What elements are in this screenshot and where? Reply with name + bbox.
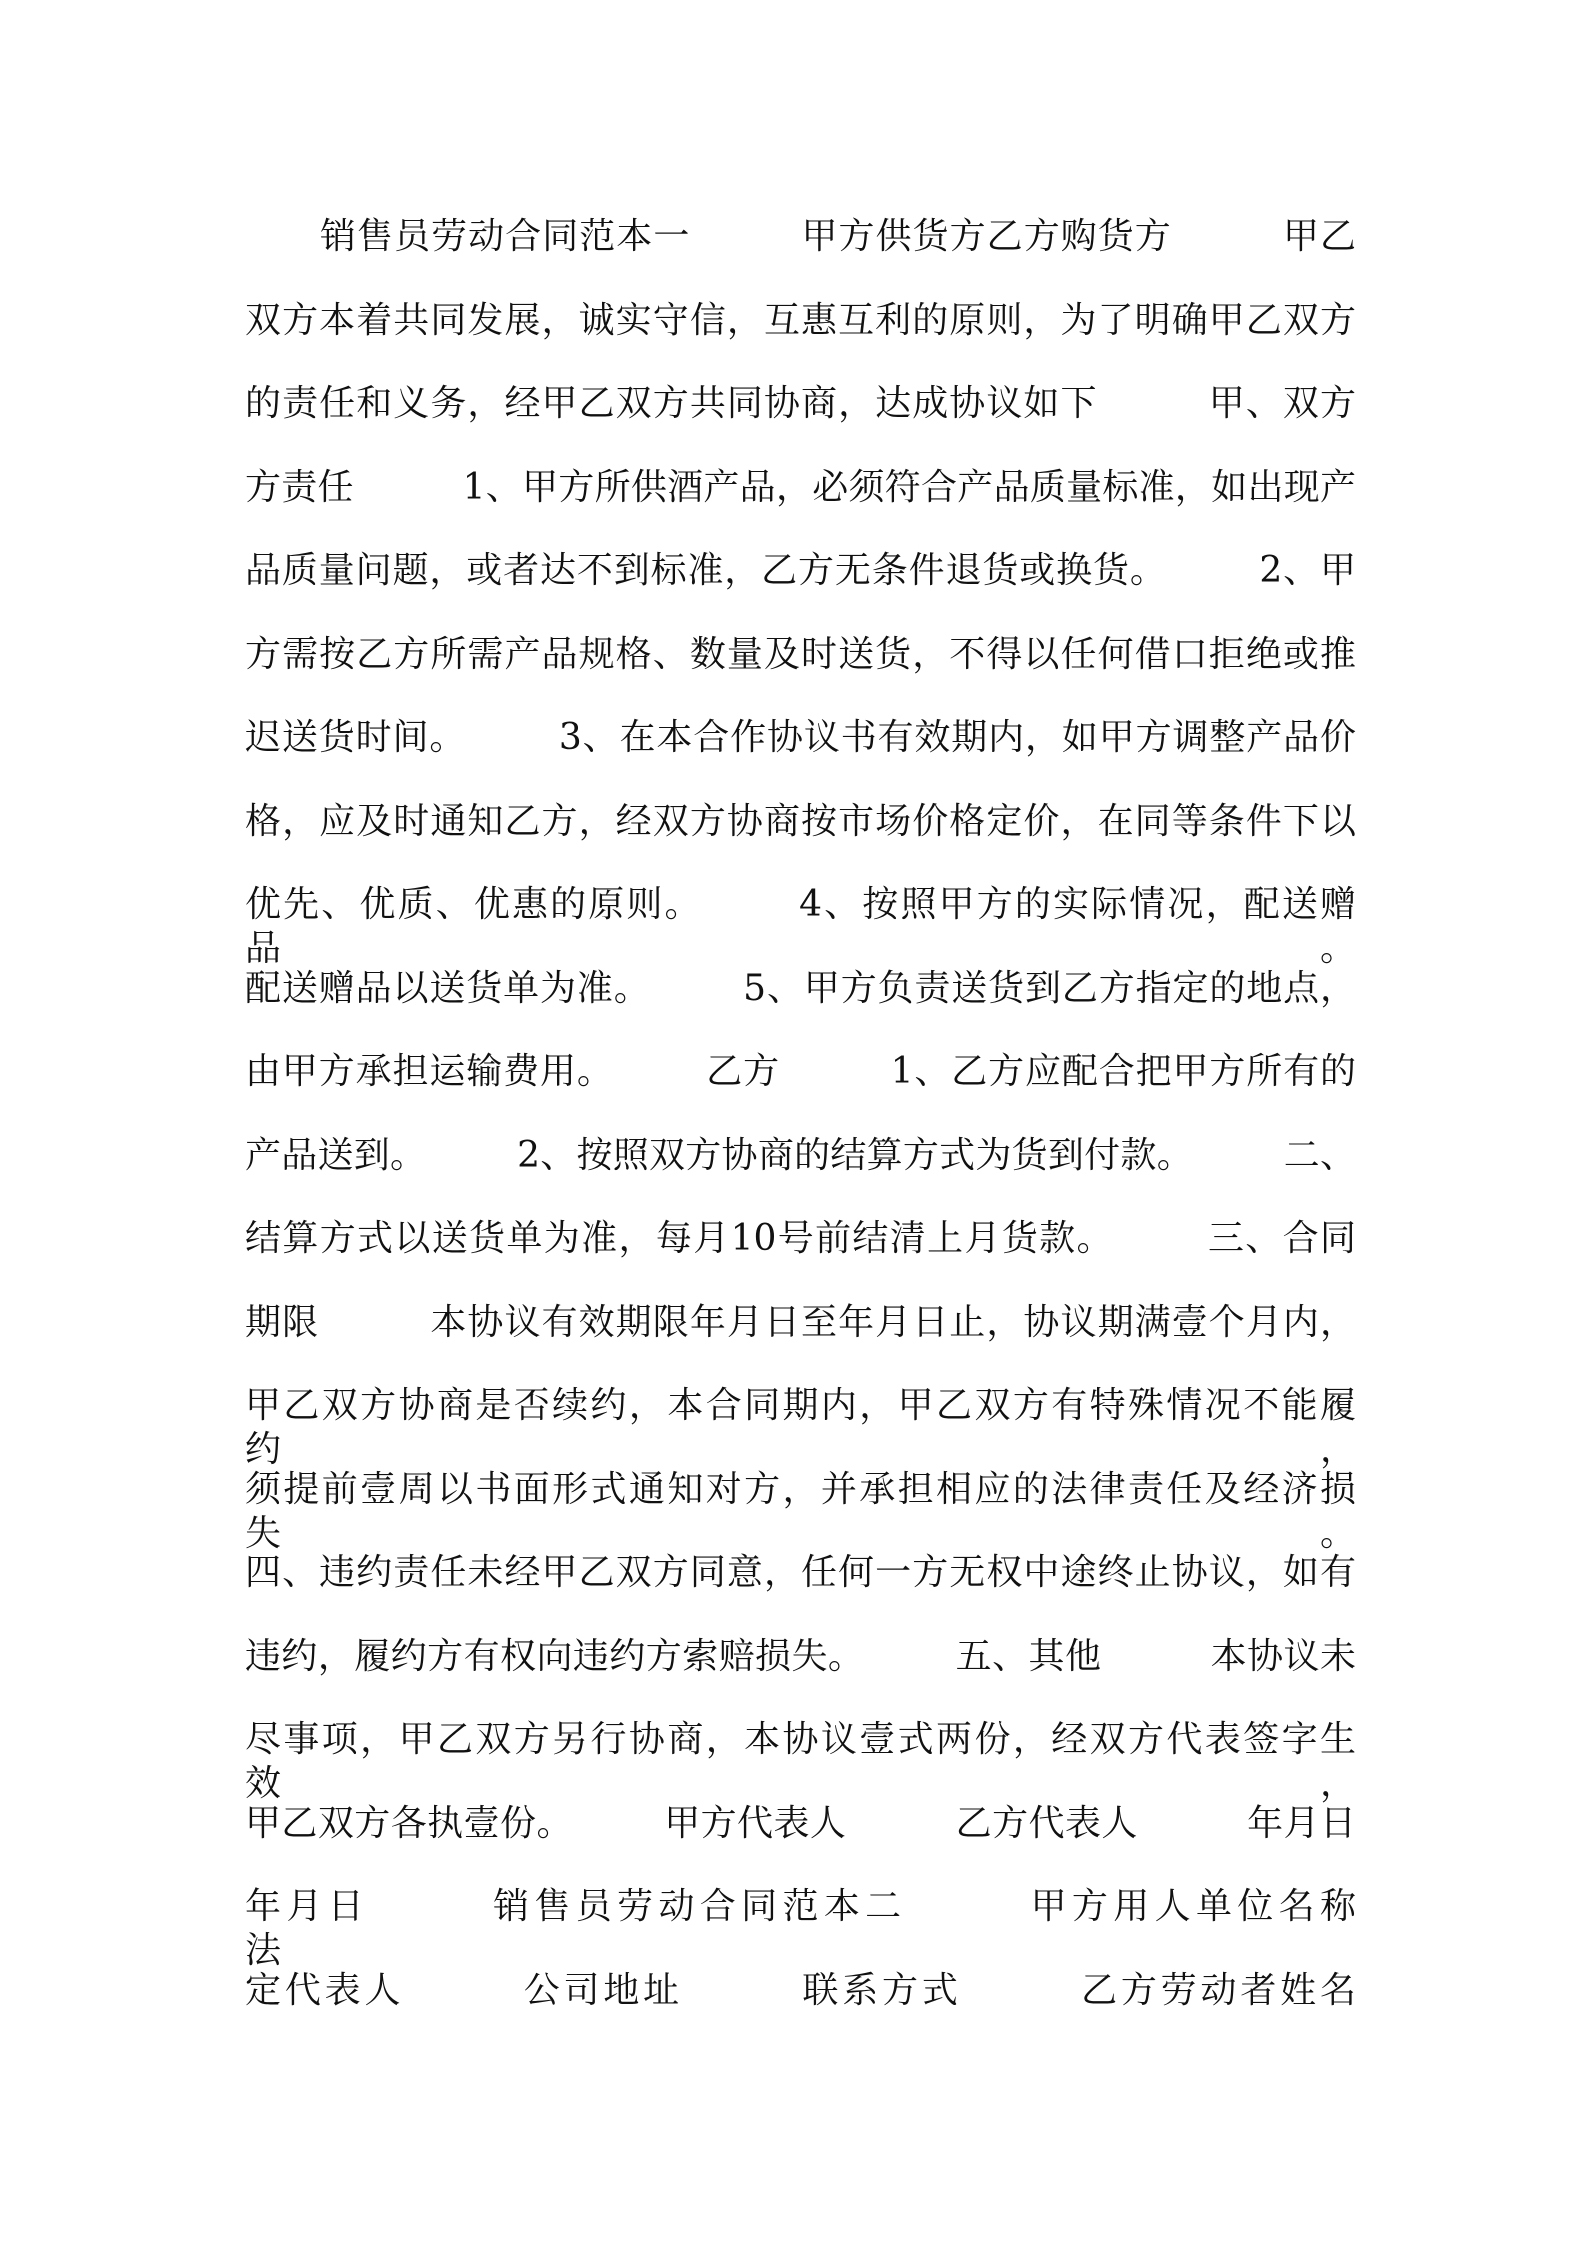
text-line: 甲乙双方协商是否续约，本合同期内，甲乙双方有特殊情况不能履约， bbox=[245, 1385, 1356, 1470]
text-line: 方责任 1、甲方所供酒产品，必须符合产品质量标准，如出现产 bbox=[245, 466, 1356, 508]
text-line: 产品送到。 2、按照双方协商的结算方式为货到付款。 二、 bbox=[245, 1134, 1356, 1176]
text-line: 结算方式以送货单为准，每月10号前结清上月货款。 三、合同 bbox=[245, 1218, 1356, 1259]
text-line: 甲乙双方各执壹份。 甲方代表人 乙方代表人 年月日 bbox=[245, 1802, 1356, 1844]
text-line: 优先、优质、优惠的原则。 4、按照甲方的实际情况，配送赠品。 bbox=[245, 884, 1356, 969]
text-line: 由甲方承担运输费用。 乙方 1、乙方应配合把甲方所有的 bbox=[245, 1051, 1356, 1092]
text-line: 年月日 销售员劳动合同范本二 甲方用人单位名称 法 bbox=[245, 1886, 1465, 1971]
text-line: 违约，履约方有权向违约方索赔损失。 五、其他 本协议未 bbox=[245, 1635, 1356, 1677]
text-line: 品质量问题，或者达不到标准，乙方无条件退货或换货。 2、甲 bbox=[245, 550, 1356, 591]
text-line: 方需按乙方所需产品规格、数量及时送货，不得以任何借口拒绝或推 bbox=[245, 633, 1356, 675]
text-line: 迟送货时间。 3、在本合作协议书有效期内，如甲方调整产品价 bbox=[245, 717, 1356, 758]
text-line: 销售员劳动合同范本一 甲方供货方乙方购货方 甲乙 bbox=[320, 216, 1356, 257]
text-line: 格，应及时通知乙方，经双方协商按市场价格定价，在同等条件下以 bbox=[245, 800, 1356, 842]
text-line: 双方本着共同发展，诚实守信，互惠互利的原则，为了明确甲乙双方 bbox=[245, 299, 1356, 341]
text-line: 尽事项，甲乙双方另行协商，本协议壹式两份，经双方代表签字生效， bbox=[245, 1719, 1356, 1804]
text-line: 四、违约责任未经甲乙双方同意，任何一方无权中途终止协议，如有 bbox=[245, 1552, 1356, 1593]
text-line: 期限 本协议有效期限年月日至年月日止，协议期满壹个月内， bbox=[245, 1301, 1356, 1343]
text-line: 须提前壹周以书面形式通知对方，并承担相应的法律责任及经济损失。 bbox=[245, 1468, 1356, 1554]
text-line: 定代表人 公司地址 联系方式 乙方劳动者姓名 bbox=[245, 1969, 1356, 2011]
text-line: 的责任和义务，经甲乙双方共同协商，达成协议如下 甲、双方 bbox=[245, 383, 1356, 424]
text-line: 配送赠品以送货单为准。 5、甲方负责送货到乙方指定的地点， bbox=[245, 967, 1356, 1009]
